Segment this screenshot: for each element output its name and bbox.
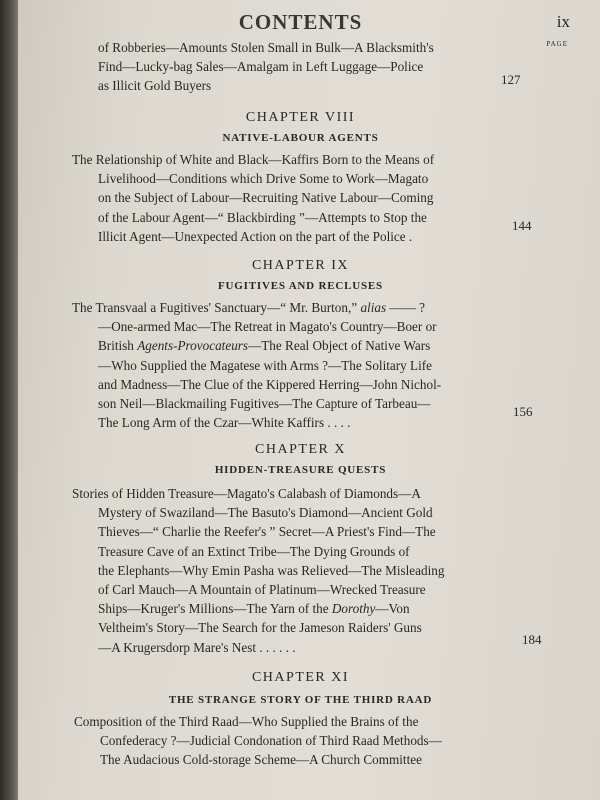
book-gutter <box>0 0 20 800</box>
page-folio: ix <box>556 12 570 31</box>
toc-line: The Transvaal a Fugitives' Sanctuary—“ Mr. Burton,” alias —— ? <box>72 300 425 315</box>
toc-line: —One-armed Mac—The Retreat in Magato's Country—Boer or <box>98 319 437 335</box>
toc-page-number: 127 <box>501 72 521 87</box>
toc-entry-continued <box>98 38 503 96</box>
toc-line: Confederacy ?—Judicial Condonation of Third Raad Methods— <box>100 733 442 749</box>
chapter-heading: CHAPTER XI <box>251 670 350 685</box>
chapter-title: HIDDEN-TREASURE QUESTS <box>214 464 387 476</box>
toc-line: on the Subject of Labour—Recruiting Native Labour—Coming <box>98 190 434 206</box>
chapter-heading: CHAPTER IX <box>251 258 350 273</box>
toc-line: as Illicit Gold Buyers <box>98 78 212 94</box>
chapter-title: NATIVE-LABOUR AGENTS <box>222 132 379 144</box>
toc-page-number: 156 <box>513 404 533 419</box>
toc-line: —Who Supplied the Magatese with Arms ?—The Solitary Life <box>98 357 433 373</box>
toc-line: of Robberies—Amounts Stolen Small in Bulk—A Blacksmith's <box>98 40 434 55</box>
toc-line: Livelihood—Conditions which Drive Some to Work—Magato <box>98 171 429 187</box>
toc-line: Stories of Hidden Treasure—Magato's Calabash of Diamonds—A <box>72 486 421 501</box>
toc-line: of Carl Mauch—A Mountain of Platinum—Wrecked Treasure <box>98 582 426 598</box>
toc-line: Veltheim's Story—The Search for the Jameson Raiders' Guns <box>98 620 422 636</box>
toc-line: Ships—Kruger's Millions—The Yarn of the Dorothy—Von <box>98 601 410 617</box>
toc-line: Mystery of Swaziland—The Basuto's Diamond—Ancient Gold <box>98 505 433 521</box>
toc-line: Thieves—“ Charlie the Reefer's ” Secret—A Priest's Find—The <box>98 524 436 540</box>
toc-entry-chapter-10 <box>72 484 522 657</box>
chapter-heading: CHAPTER X <box>255 442 346 457</box>
toc-line: The Relationship of White and Black—Kaffirs Born to the Means of <box>72 152 435 167</box>
toc-line: British Agents-Provocateurs—The Real Object of Native Wars <box>98 338 431 354</box>
chapter-title: THE STRANGE STORY OF THE THIRD RAAD <box>168 694 433 706</box>
toc-line: Find—Lucky-bag Sales—Amalgam in Left Luggage—Police <box>98 59 424 75</box>
toc-line: The Audacious Cold-storage Scheme—A Church Committee <box>100 752 422 768</box>
toc-page-number: 144 <box>512 218 532 233</box>
toc-line: The Long Arm of the Czar—White Kaffirs . . . . <box>98 415 351 431</box>
toc-line: —A Krugersdorp Mare's Nest . . . . . . <box>98 639 296 655</box>
toc-line: Illicit Agent—Unexpected Action on the part of the Police . <box>98 228 413 244</box>
chapter-title: FUGITIVES AND RECLUSES <box>218 280 383 292</box>
toc-line: and Madness—The Clue of the Kippered Herring—John Nichol- <box>98 376 442 392</box>
toc-line: of the Labour Agent—“ Blackbirding ”—Attempts to Stop the <box>98 209 427 225</box>
toc-line: Composition of the Third Raad—Who Supplied the Brains of the <box>74 714 419 729</box>
chapter-heading: CHAPTER VIII <box>245 110 356 125</box>
book-page <box>18 0 600 800</box>
toc-line: Treasure Cave of an Extinct Tribe—The Dying Grounds of <box>98 543 410 559</box>
page-title: CONTENTS <box>238 10 363 34</box>
toc-line: the Elephants—Why Emin Pasha was Relieved—The Misleading <box>98 562 445 578</box>
page-column-label: PAGE <box>546 40 568 48</box>
toc-entry-chapter-9 <box>72 298 512 432</box>
toc-page-number: 184 <box>522 632 542 647</box>
toc-entry-chapter-8 <box>72 150 512 246</box>
toc-entry-chapter-11 <box>74 712 524 770</box>
toc-line: son Neil—Blackmailing Fugitives—The Capture of Tarbeau— <box>98 396 431 412</box>
